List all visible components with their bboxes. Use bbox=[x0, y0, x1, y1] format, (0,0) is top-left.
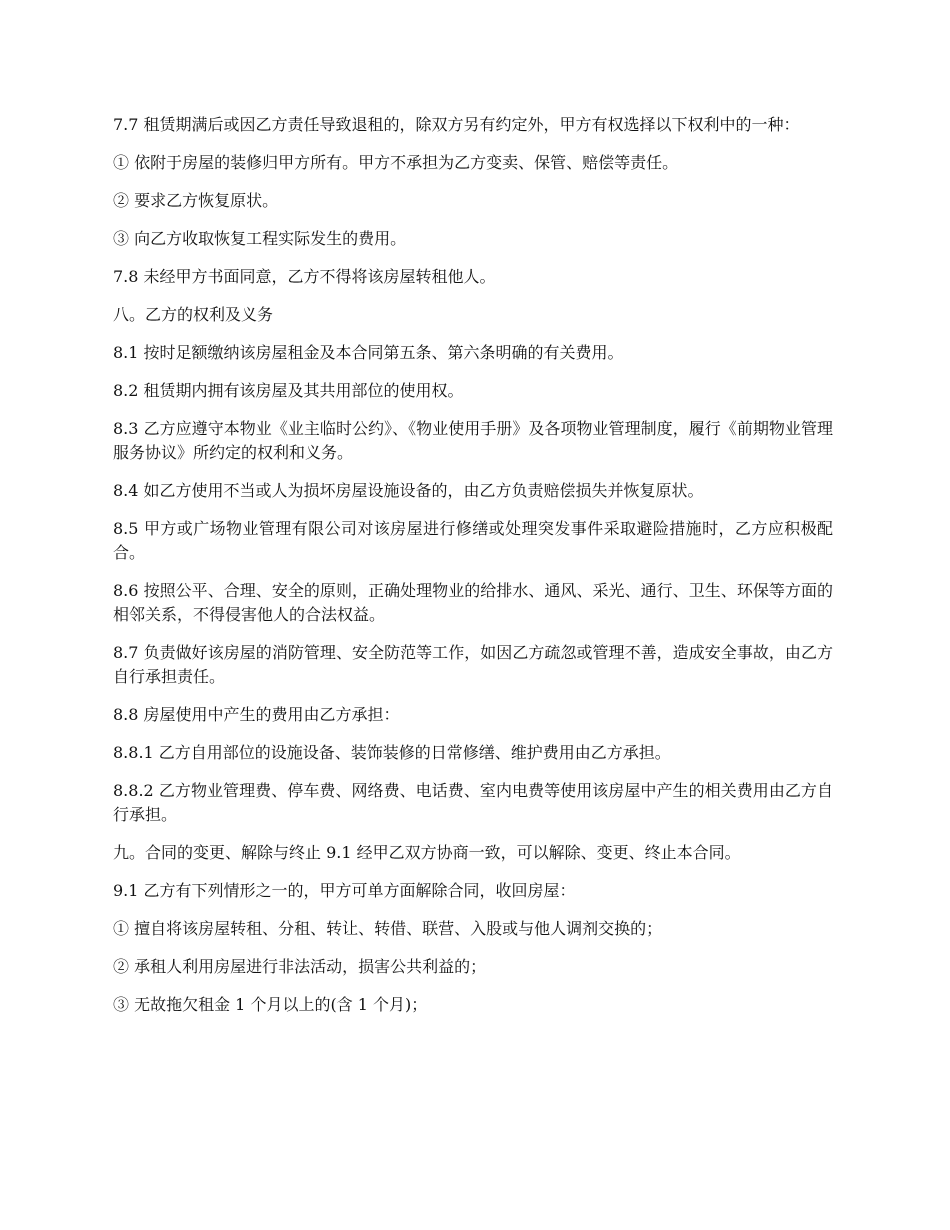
clause-7-7-option-2: ② 要求乙方恢复原状。 bbox=[113, 191, 279, 210]
document-page bbox=[113, 113, 833, 1031]
clause-7-8: 7.8 未经甲方书面同意，乙方不得将该房屋转租他人。 bbox=[113, 267, 496, 286]
clause-7-7: 7.7 租赁期满后或因乙方责任导致退租的，除双方另有约定外，甲方有权选择以下权利中的一种： bbox=[113, 115, 800, 134]
clause-8-2: 8.2 租赁期内拥有该房屋及其共用部位的使用权。 bbox=[113, 381, 464, 400]
clause-9-1: 9.1 乙方有下列情形之一的，甲方可单方面解除合同，收回房屋： bbox=[113, 881, 576, 900]
section-9-heading: 九。合同的变更、解除与终止 9.1 经甲乙双方协商一致，可以解除、变更、终止本合同。 bbox=[113, 843, 741, 862]
clause-9-1-item-3: ③ 无故拖欠租金 1 个月以上的(含 1 个月)； bbox=[113, 995, 428, 1014]
clause-7-7-option-1: ① 依附于房屋的装修归甲方所有。甲方不承担为乙方变卖、保管、赔偿等责任。 bbox=[113, 153, 679, 172]
clause-8-3: 8.3 乙方应遵守本物业《业主临时公约》、《物业使用手册》及各项物业管理制度，履行《前期物业管理服务协议》所约定的权利和义务。 bbox=[113, 419, 833, 462]
clause-9-1-item-1: ① 擅自将该房屋转租、分租、转让、转借、联营、入股或与他人调剂交换的； bbox=[113, 919, 663, 938]
clause-8-6: 8.6 按照公平、合理、安全的原则，正确处理物业的给排水、通风、采光、通行、卫生、环保等方面的相邻关系，不得侵害他人的合法权益。 bbox=[113, 581, 833, 624]
section-8-heading: 八。乙方的权利及义务 bbox=[113, 305, 274, 324]
clause-8-7: 8.7 负责做好该房屋的消防管理、安全防范等工作，如因乙方疏忽或管理不善，造成安全事故，由乙方自行承担责任。 bbox=[113, 643, 833, 686]
clause-8-8: 8.8 房屋使用中产生的费用由乙方承担： bbox=[113, 705, 400, 724]
clause-7-7-option-3: ③ 向乙方收取恢复工程实际发生的费用。 bbox=[113, 229, 407, 248]
clause-8-5: 8.5 甲方或广场物业管理有限公司对该房屋进行修缮或处理突发事件采取避险措施时，乙方应积极配合。 bbox=[113, 519, 833, 562]
clause-9-1-item-2: ② 承租人利用房屋进行非法活动，损害公共利益的； bbox=[113, 957, 487, 976]
clause-8-8-2: 8.8.2 乙方物业管理费、停车费、网络费、电话费、室内电费等使用该房屋中产生的相关费用由乙方自行承担。 bbox=[113, 781, 833, 824]
clause-8-1: 8.1 按时足额缴纳该房屋租金及本合同第五条、第六条明确的有关费用。 bbox=[113, 343, 624, 362]
clause-8-4: 8.4 如乙方使用不当或人为损坏房屋设施设备的，由乙方负责赔偿损失并恢复原状。 bbox=[113, 481, 704, 500]
clause-8-8-1: 8.8.1 乙方自用部位的设施设备、装饰装修的日常修缮、维护费用由乙方承担。 bbox=[113, 743, 671, 762]
